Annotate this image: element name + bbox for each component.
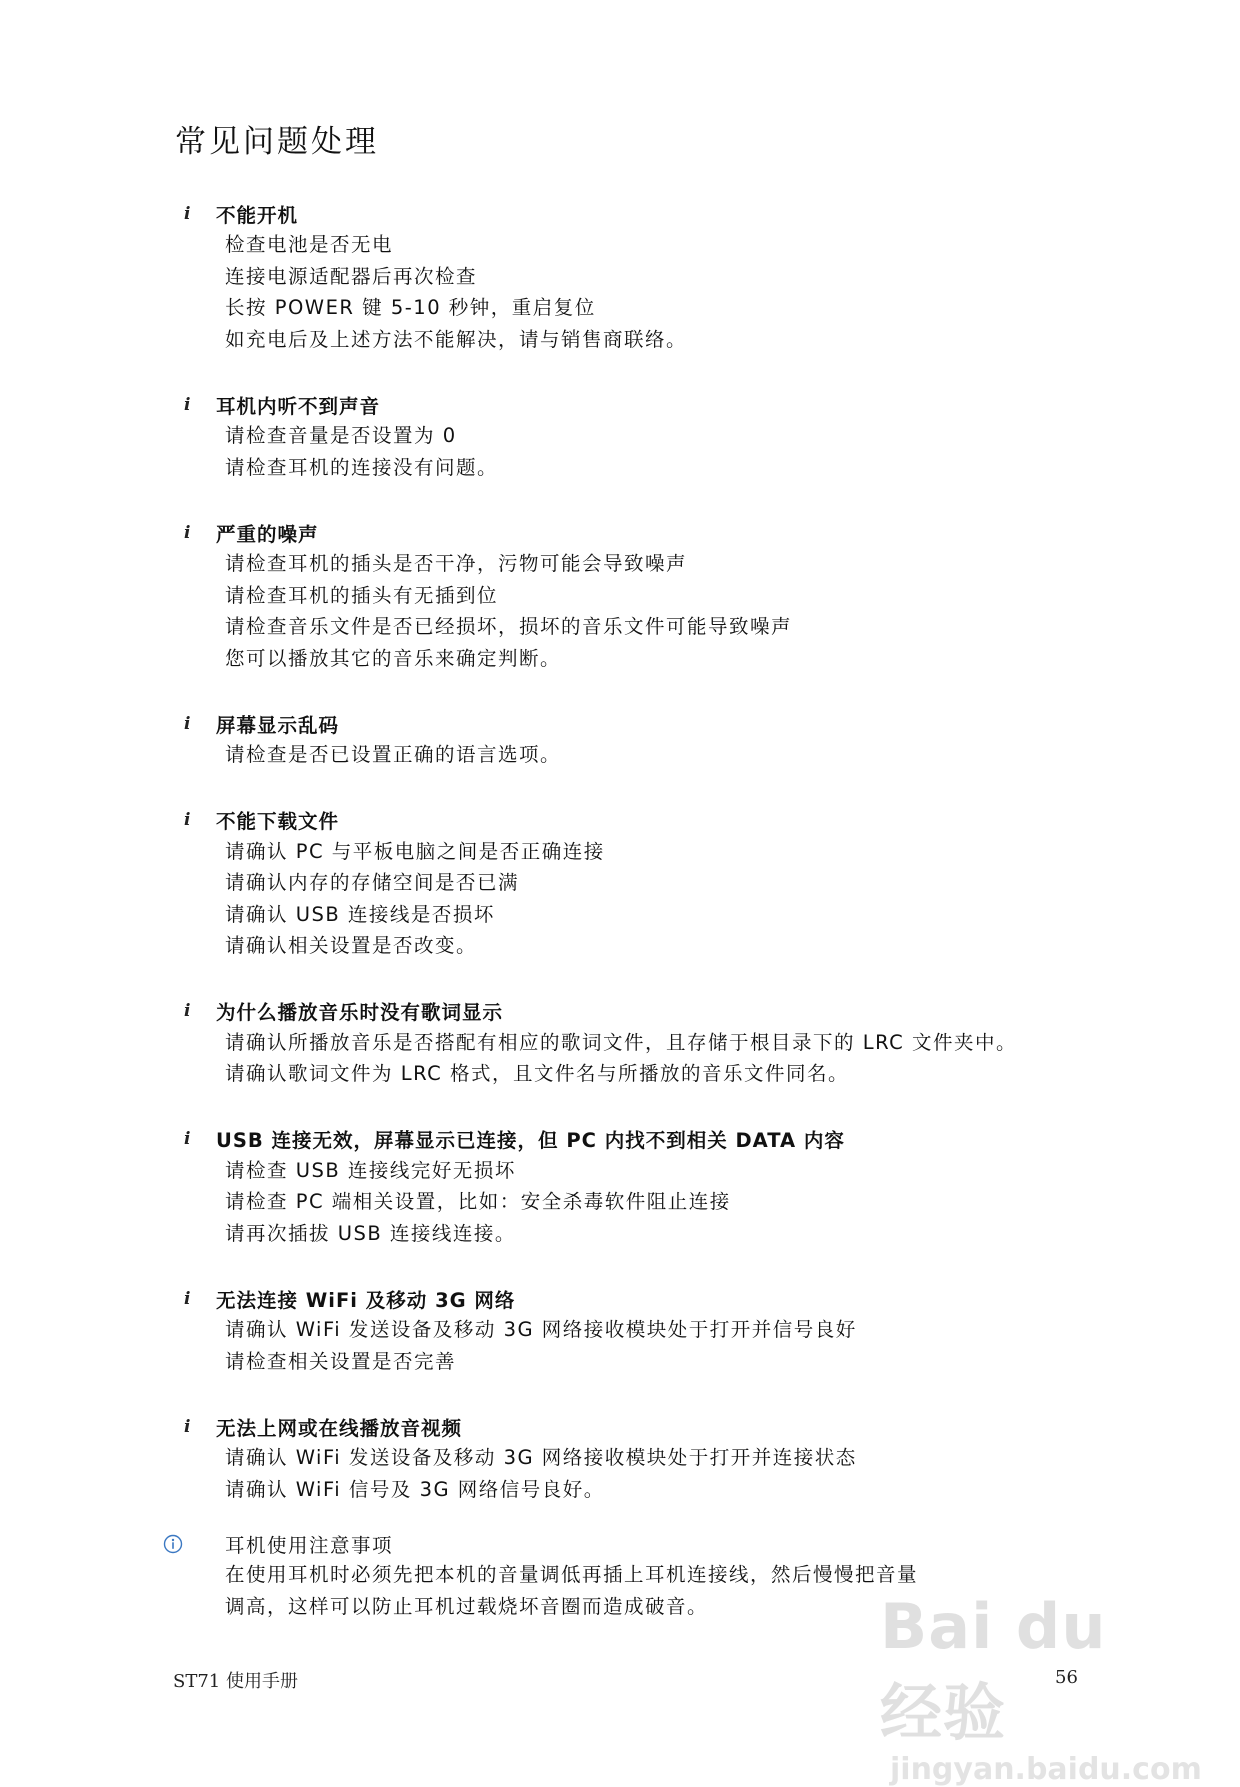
info-bullet-icon: i (184, 713, 191, 734)
faq-answer-line: 请确认 WiFi 发送设备及移动 3G 网络接收模块处于打开并信号良好 (225, 1318, 857, 1341)
footer-manual-name: ST71 使用手册 (173, 1671, 298, 1692)
faq-answer-line: 连接电源适配器后再次检查 (225, 264, 478, 288)
faq-answer-list (184, 1314, 1184, 1377)
info-bullet-icon: i (184, 203, 191, 224)
faq-section (184, 805, 1184, 962)
faq-answer-line: 请确认相关设置是否改变。 (225, 934, 478, 957)
watermark-url: jingyan.baidu.com (890, 1752, 1202, 1787)
faq-section (184, 708, 1184, 771)
faq-answer-line: 请确认 WiFi 发送设备及移动 3G 网络接收模块处于打开并连接状态 (225, 1446, 857, 1469)
faq-section (184, 996, 1184, 1090)
faq-section (184, 1124, 1184, 1250)
faq-section (184, 198, 1184, 355)
faq-answer-line: 请检查耳机的插头是否干净，污物可能会导致噪声 (225, 552, 688, 575)
faq-question: 不能下载文件 (216, 810, 340, 833)
faq-answer-line: 请确认 PC 与平板电脑之间是否正确连接 (225, 839, 605, 863)
info-bullet-icon: i (184, 522, 191, 543)
faq-answer-line: 请检查音量是否设置为 0 (225, 424, 457, 447)
faq-answer-line: 请确认所播放音乐是否搭配有相应的歌词文件，且存储于根目录下的 LRC 文件夹中。 (225, 1030, 1017, 1054)
info-bullet-icon: i (184, 1129, 191, 1149)
faq-answer-line: 请检查 PC 端相关设置，比如：安全杀毒软件阻止连接 (225, 1190, 731, 1213)
faq-answer-list (184, 1155, 1184, 1250)
note-title: 耳机使用注意事项 (225, 1533, 394, 1557)
faq-section (184, 1283, 1184, 1377)
faq-question: 无法上网或在线播放音视频 (216, 1416, 463, 1440)
faq-answer-list (184, 420, 1184, 483)
faq-answer-line: 请检查耳机的插头有无插到位 (225, 583, 499, 607)
faq-answer-line: 检查电池是否无电 (225, 233, 394, 256)
faq-answer-list (184, 836, 1184, 962)
info-bullet-icon: i (184, 394, 191, 415)
faq-answer-line: 如充电后及上述方法不能解决，请与销售商联络。 (225, 327, 688, 351)
faq-question-row (184, 517, 1184, 548)
faq-answer-line: 请检查是否已设置正确的语言选项。 (225, 743, 562, 766)
faq-answer-line: 请检查耳机的连接没有问题。 (225, 455, 499, 479)
info-bullet-icon: i (184, 1416, 191, 1437)
faq-question-row (184, 805, 1184, 836)
faq-answer-list (184, 548, 1184, 674)
info-bullet-icon: i (184, 1288, 191, 1309)
note-line: 在使用耳机时必须先把本机的音量调低再插上耳机连接线，然后慢慢把音量 (225, 1563, 919, 1586)
watermark-logo: Bai du 经验 (880, 1590, 1107, 1749)
faq-question: 屏幕显示乱码 (216, 713, 340, 737)
faq-question: 耳机内听不到声音 (216, 394, 381, 418)
note-block (162, 1528, 1162, 1622)
faq-answer-line: 请确认 WiFi 信号及 3G 网络信号良好。 (225, 1477, 605, 1501)
faq-question-row (184, 198, 1184, 229)
faq-answer-list (184, 1027, 1184, 1090)
faq-answer-line: 请检查相关设置是否完善 (225, 1349, 457, 1373)
faq-question-row (184, 1124, 1184, 1155)
page-title: 常见问题处理 (175, 124, 379, 160)
faq-question-row (184, 708, 1184, 739)
faq-answer-line: 请再次插拔 USB 连接线连接。 (225, 1221, 516, 1245)
page-number: 56 (1055, 1667, 1078, 1688)
faq-answer-line: 请确认 USB 连接线是否损坏 (225, 902, 495, 926)
faq-answer-line: 请确认歌词文件为 LRC 格式，且文件名与所播放的音乐文件同名。 (225, 1062, 849, 1085)
info-icon (162, 1533, 225, 1555)
faq-question: 严重的噪声 (216, 522, 319, 546)
faq-answer-list (184, 229, 1184, 355)
faq-question: 为什么播放音乐时没有歌词显示 (216, 1001, 504, 1024)
faq-question: 不能开机 (216, 203, 299, 227)
faq-question-row (184, 389, 1184, 420)
faq-question-row (184, 1411, 1184, 1442)
faq-answer-line: 长按 POWER 键 5-10 秒钟，重启复位 (225, 296, 596, 319)
faq-answer-list (184, 1442, 1184, 1505)
faq-answer-line: 您可以播放其它的音乐来确定判断。 (225, 646, 562, 670)
faq-answer-line: 请确认内存的存储空间是否已满 (225, 871, 520, 894)
faq-answer-line: 请检查 USB 连接线完好无损坏 (225, 1158, 516, 1182)
faq-section (184, 389, 1184, 483)
note-line: 调高，这样可以防止耳机过载烧坏音圈而造成破音。 (225, 1594, 709, 1618)
faq-list (184, 198, 1184, 1539)
faq-section (184, 517, 1184, 674)
faq-question-row (184, 1283, 1184, 1314)
faq-question-row (184, 996, 1184, 1027)
faq-question: USB 连接无效，屏幕显示已连接，但 PC 内找不到相关 DATA 内容 (216, 1129, 845, 1152)
info-bullet-icon: i (184, 810, 191, 830)
faq-answer-list (184, 739, 1184, 771)
info-bullet-icon: i (184, 1001, 191, 1021)
faq-section (184, 1411, 1184, 1505)
faq-answer-line: 请检查音乐文件是否已经损坏，损坏的音乐文件可能导致噪声 (225, 615, 793, 638)
faq-question: 无法连接 WiFi 及移动 3G 网络 (216, 1288, 516, 1312)
